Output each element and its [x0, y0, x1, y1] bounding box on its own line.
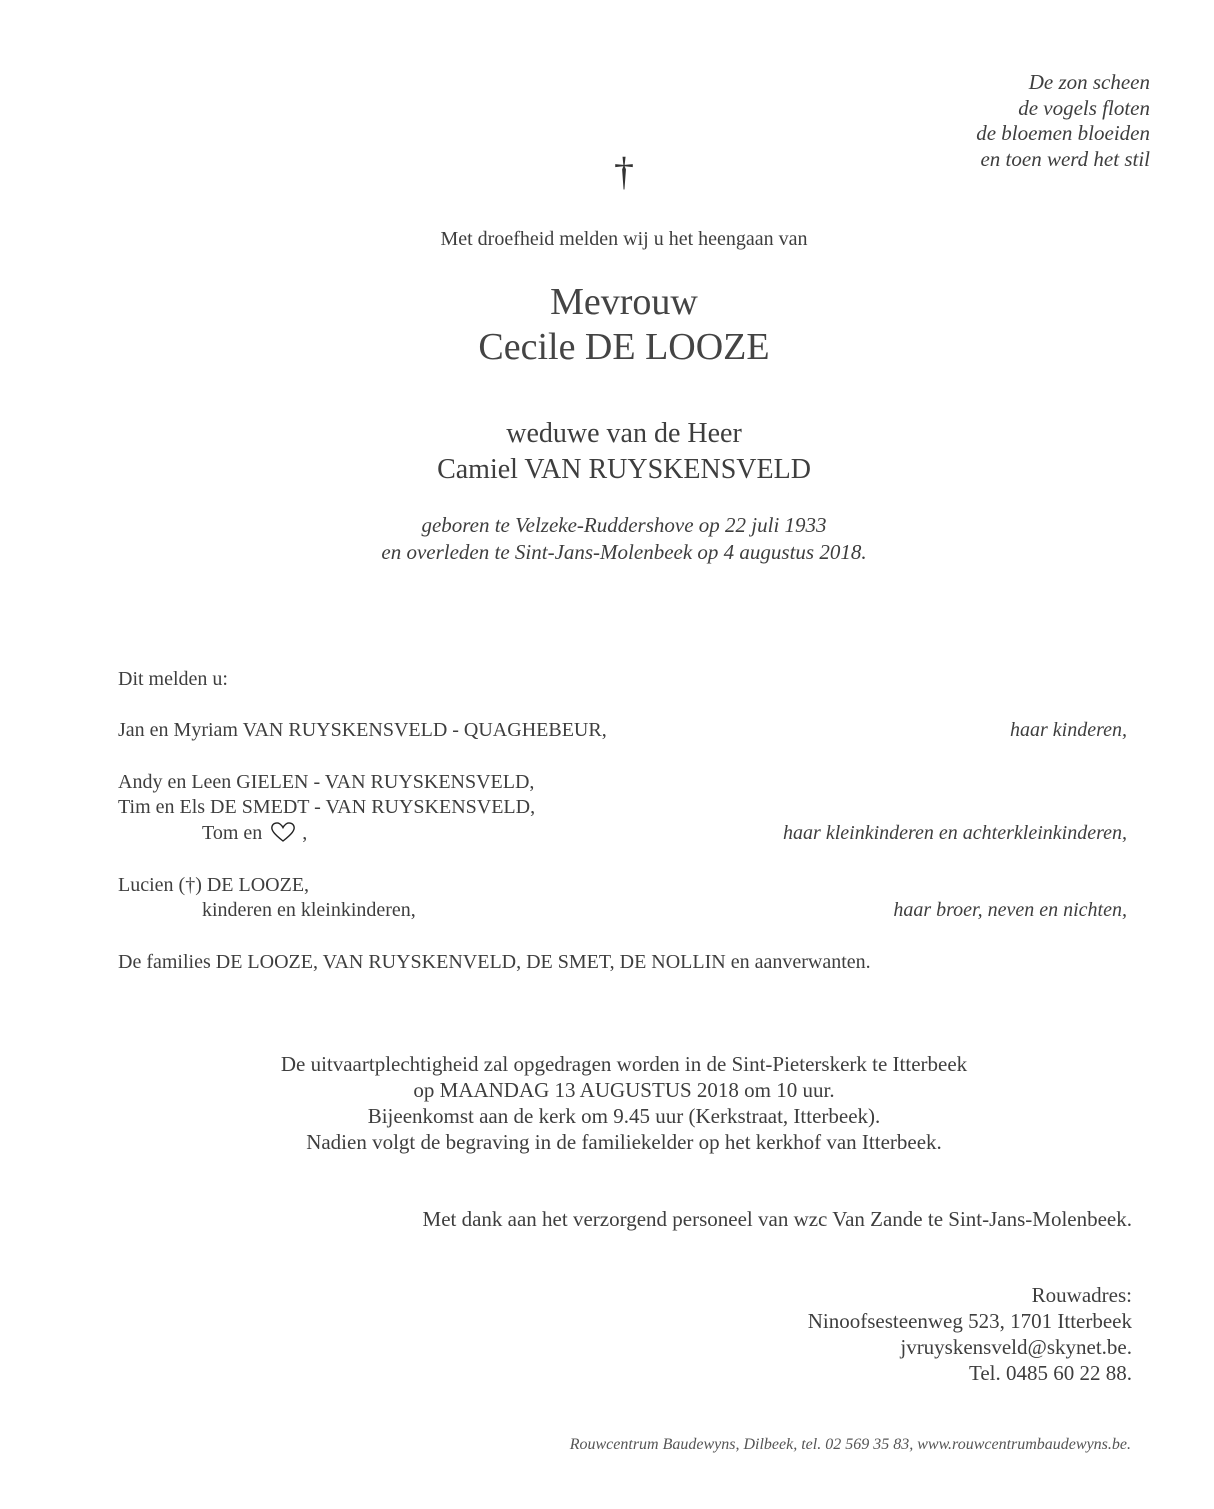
address-email: jvruyskensveld@skynet.be.	[900, 1335, 1132, 1359]
funeral-line: Bijeenkomst aan de kerk om 9.45 uur (Kerkstraat, Itterbeek).	[367, 1104, 881, 1128]
poem-line: De zon scheen	[1028, 70, 1150, 94]
funeral-line: op MAANDAG 13 AUGUSTUS 2018 om 10 uur.	[413, 1078, 835, 1102]
families-text: De families DE LOOZE, VAN RUYSKENVELD, DE SMET, DE NOLLIN en aanverwanten.	[118, 951, 871, 973]
funeral-line: Nadien volgt de begraving in de familiekelder op het kerkhof van Itterbeek.	[306, 1130, 942, 1154]
children-names: Jan en Myriam VAN RUYSKENSVELD - QUAGHEBEUR,	[118, 719, 607, 741]
heart-icon	[270, 821, 296, 850]
poem-line: en toen werd het stil	[980, 146, 1150, 171]
address-block	[808, 1282, 1132, 1386]
spouse-block	[0, 416, 1214, 488]
footer-credit: Rouwcentrum Baudewyns, Dilbeek, tel. 02 569 35 83, www.rouwcentrumbaudewyns.be.	[569, 1436, 1131, 1453]
funeral-line: De uitvaartplechtigheid zal opgedragen worden in de Sint-Pieterskerk te Itterbeek	[280, 1052, 968, 1076]
funeral-block	[0, 1051, 1214, 1155]
grandchild-line1: Andy en Leen GIELEN - VAN RUYSKENSVELD,	[118, 771, 535, 793]
brother-relation: haar broer, neven en nichten,	[893, 899, 1127, 921]
poem-line: de vogels floten	[1018, 95, 1150, 120]
poem-line: de bloemen bloeiden	[976, 121, 1150, 145]
death-text: en overleden te Sint-Jans-Molenbeek op 4 augustus 2018.	[381, 540, 867, 564]
birth-text: geboren te Velzeke-Ruddershove op 22 juli 1933	[421, 513, 827, 537]
grandchildren-relation: haar kleinkinderen en achterkleinkinderen,	[783, 822, 1127, 844]
address-label: Rouwadres:	[1031, 1283, 1132, 1307]
grandchild-line3-prefix: Tom en	[202, 822, 263, 844]
cross-icon: †	[614, 149, 634, 194]
brother-line2: kinderen en kleinkinderen,	[202, 899, 416, 921]
deceased-name-block	[0, 280, 1214, 370]
brother-line1: Lucien (†) DE LOOZE,	[118, 874, 310, 896]
spouse-line1: weduwe van de Heer	[506, 418, 742, 449]
dates-block	[0, 512, 1214, 566]
thanks-text: Met dank aan het verzorgend personeel van wzc Van Zande te Sint-Jans-Molenbeek.	[422, 1207, 1132, 1231]
grandchild-line3-suffix: ,	[302, 822, 308, 844]
deceased-salutation: Mevrouw	[550, 281, 698, 323]
grandchild-line3	[202, 821, 307, 850]
announcers-heading: Dit melden u:	[118, 668, 228, 690]
address-phone: Tel. 0485 60 22 88.	[968, 1361, 1132, 1385]
spouse-line2: Camiel VAN RUYSKENSVELD	[437, 454, 811, 485]
children-relation: haar kinderen,	[1009, 719, 1127, 741]
address-street: Ninoofsesteenweg 523, 1701 Itterbeek	[807, 1309, 1132, 1333]
deceased-name: Cecile DE LOOZE	[478, 326, 770, 368]
grandchild-line2: Tim en Els DE SMEDT - VAN RUYSKENSVELD,	[118, 796, 536, 818]
intro-text: Met droefheid melden wij u het heengaan van	[440, 228, 808, 250]
